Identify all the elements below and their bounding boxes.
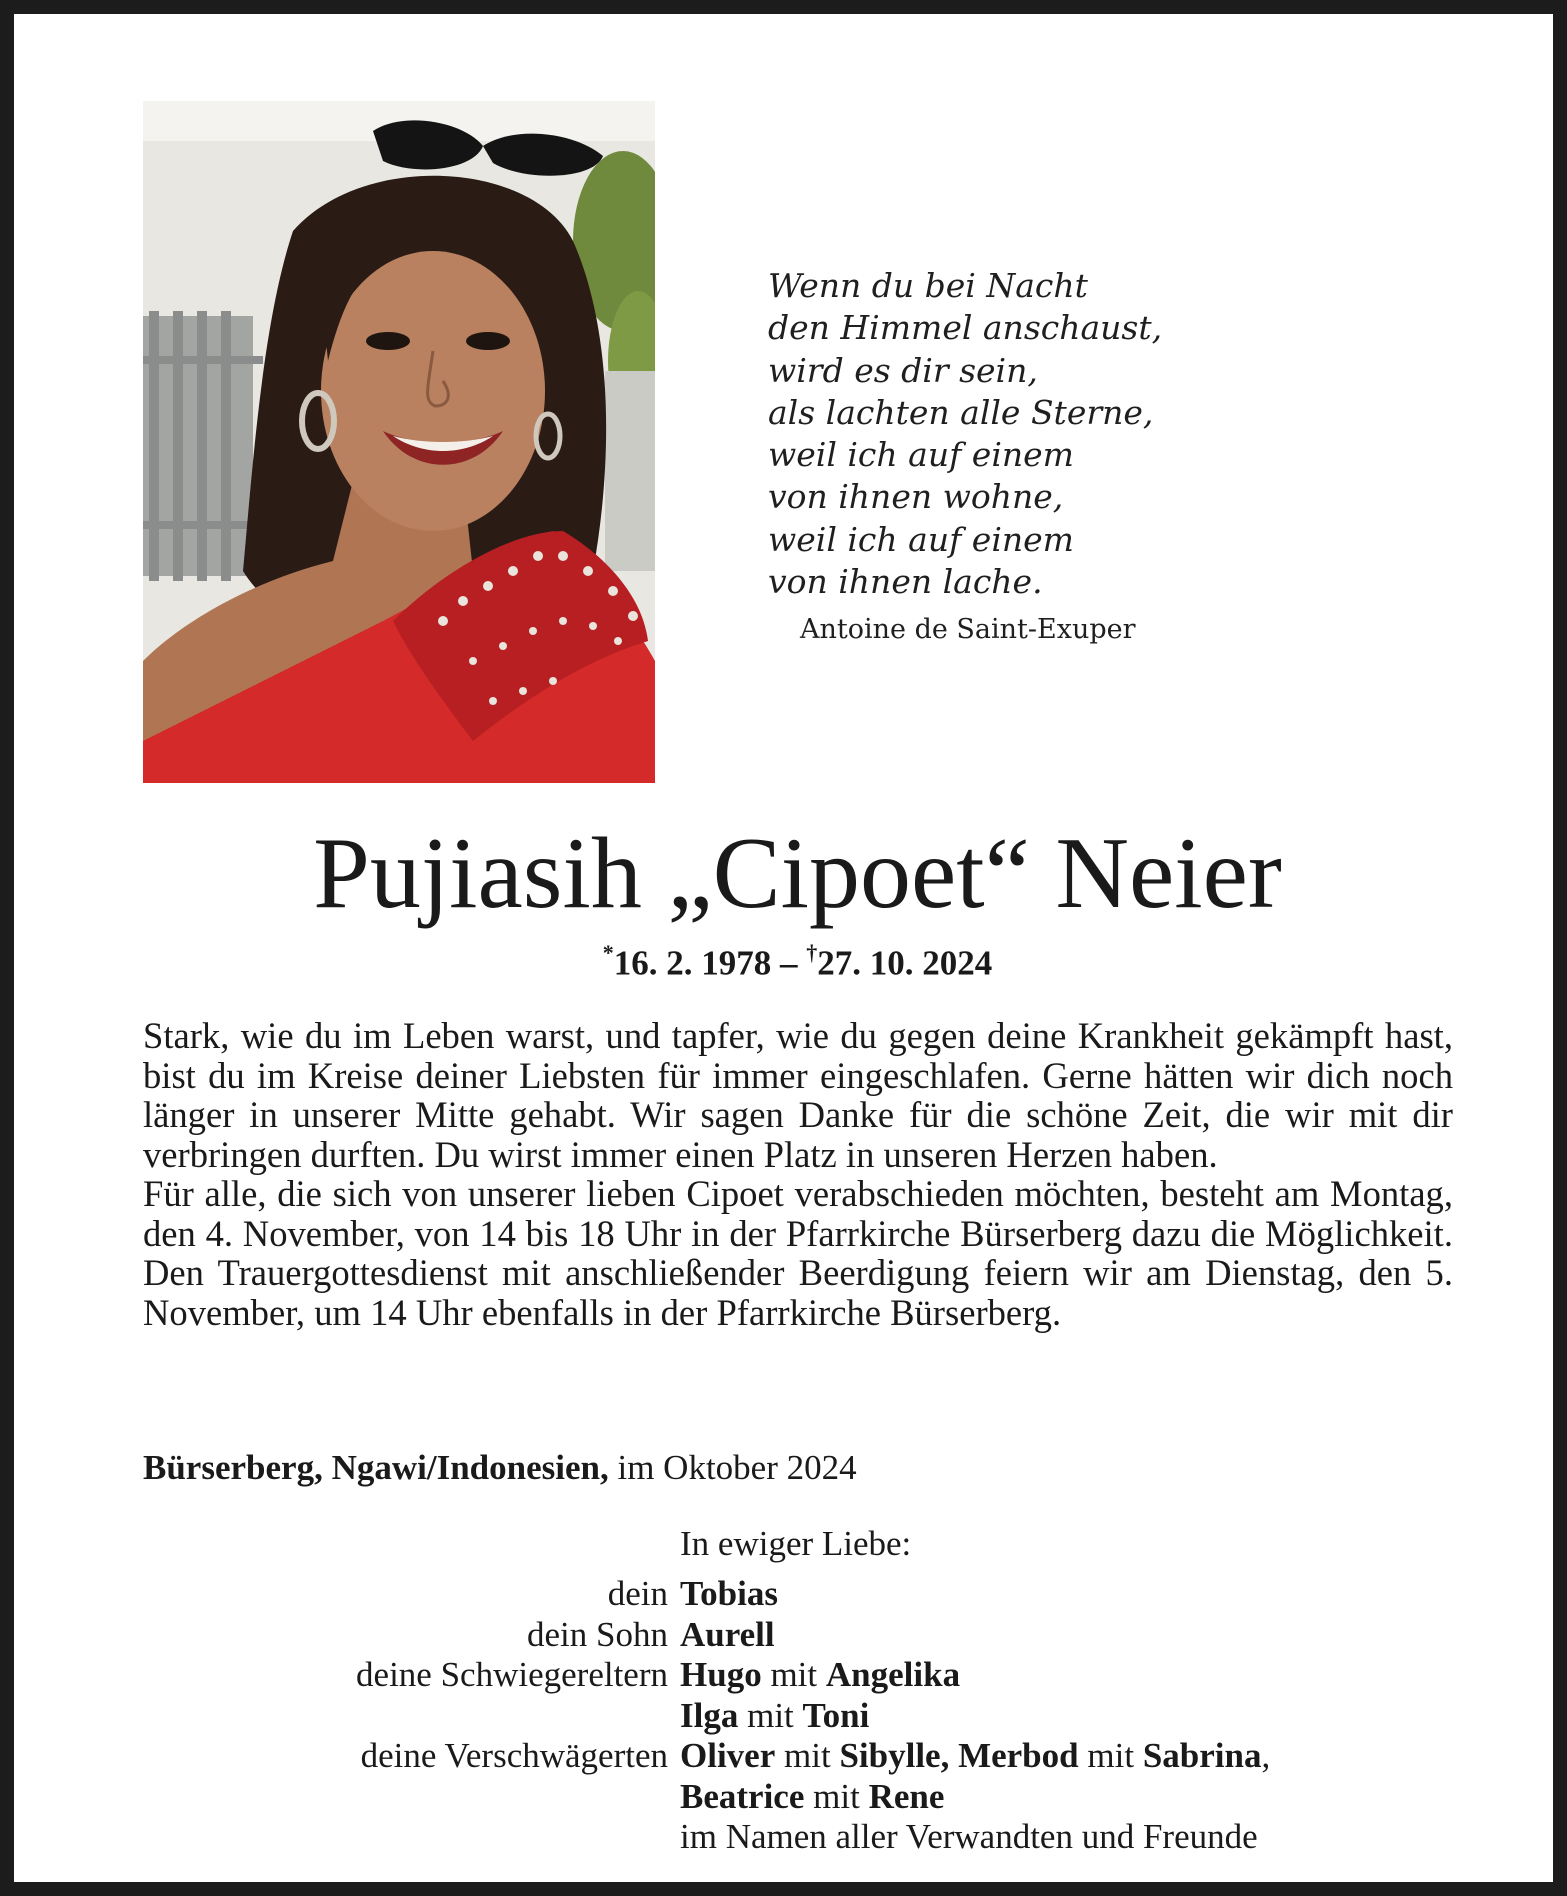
text-paragraph: Für alle, die sich von unserer lieben Cipoet verabschieden möchten, besteht am Montag, den 4. November, von 14 bis 18 Uhr in der Pfarrkirche Bürserberg dazu die Möglichkeit. Den Trauergottesdienst mit anschließender Beerdigung feiern wir am Dienstag, den 5. November, um 14 Uhr ebenfalls in der Pfarrkirche Bürserberg. bbox=[143, 1173, 1453, 1333]
family-names bbox=[680, 1615, 775, 1655]
family-row bbox=[143, 1574, 1443, 1615]
family-relation: dein Sohn bbox=[527, 1614, 668, 1654]
family-member-name: Hugo bbox=[680, 1655, 762, 1694]
obituary-text bbox=[143, 1016, 1453, 1332]
family-member-name: Angelika bbox=[825, 1655, 961, 1694]
portrait-illustration bbox=[143, 101, 655, 783]
poem-line: den Himmel anschaust, bbox=[768, 308, 1163, 348]
poem-line: wird es dir sein, bbox=[768, 350, 1038, 390]
poem-line: weil ich auf einem bbox=[768, 519, 1074, 559]
deceased-name: Pujiasih „Cipoet“ Neier bbox=[313, 817, 1282, 930]
poem-author: Antoine de Saint-Exuper bbox=[800, 614, 1136, 645]
poem-line: von ihnen wohne, bbox=[768, 477, 1064, 517]
birth-mark: * bbox=[602, 940, 614, 965]
life-dates bbox=[14, 942, 1567, 984]
family-connector: , bbox=[1261, 1736, 1271, 1775]
poem-line: von ihnen lache. bbox=[768, 562, 1043, 602]
family-row bbox=[143, 1736, 1443, 1777]
place-locations: Bürserberg, Ngawi/Indonesien, bbox=[143, 1448, 609, 1487]
family-member-name: Rene bbox=[868, 1776, 945, 1816]
family-names bbox=[680, 1777, 944, 1817]
family-relation: deine Schwiegereltern bbox=[356, 1655, 668, 1694]
family-connector: mit bbox=[1078, 1736, 1143, 1775]
family-row bbox=[143, 1696, 1443, 1737]
family-member-name: Beatrice bbox=[680, 1776, 805, 1816]
poem-line: weil ich auf einem bbox=[768, 435, 1074, 475]
family-names bbox=[680, 1736, 1270, 1776]
family-connector: im Namen aller Verwandten und Freunde bbox=[680, 1817, 1258, 1856]
family-row bbox=[143, 1777, 1443, 1818]
portrait-photo bbox=[143, 101, 655, 783]
family-member-name: Oliver bbox=[680, 1736, 776, 1775]
poem-line: Wenn du bei Nacht bbox=[768, 266, 1088, 305]
death-date: 27. 10. 2024 bbox=[817, 943, 993, 983]
family-row bbox=[143, 1655, 1443, 1696]
family-connector: mit bbox=[775, 1736, 840, 1775]
family-member-name: Toni bbox=[802, 1695, 870, 1735]
closing-line: In ewiger Liebe: bbox=[680, 1524, 912, 1563]
date-dash: – bbox=[771, 943, 807, 983]
family-row bbox=[143, 1817, 1443, 1858]
family-member-name: Tobias bbox=[680, 1574, 778, 1613]
place-and-date bbox=[143, 1448, 857, 1488]
family-list bbox=[143, 1574, 1443, 1858]
family-connector: mit bbox=[804, 1776, 869, 1816]
family-names bbox=[680, 1817, 1258, 1857]
birth-date: 16. 2. 1978 bbox=[613, 943, 772, 983]
family-names bbox=[680, 1696, 869, 1736]
family-names bbox=[680, 1655, 960, 1695]
family-row bbox=[143, 1615, 1443, 1656]
family-member-name: Aurell bbox=[680, 1614, 775, 1654]
family-relation: deine Verschwägerten bbox=[360, 1736, 668, 1775]
place-date: im Oktober 2024 bbox=[608, 1448, 857, 1487]
poem-quote bbox=[768, 265, 1288, 603]
family-member-name: Sabrina bbox=[1142, 1736, 1262, 1775]
family-relation: dein bbox=[607, 1574, 668, 1613]
death-mark: † bbox=[806, 940, 818, 965]
family-member-name: Sibylle, Merbod bbox=[839, 1736, 1079, 1775]
family-connector: mit bbox=[738, 1695, 803, 1735]
family-names bbox=[680, 1574, 778, 1614]
text-paragraph: Stark, wie du im Leben warst, und tapfer, wie du gegen deine Krankheit gekämpft hast, bist du im Kreise deiner Liebsten für immer eingeschlafen. Gerne hätten wir dich noch länger in unserer Mitte gehabt. Wir sagen Danke für die schöne Zeit, die wir mit dir verbringen durften. Du wirst immer einen Platz in unseren Herzen haben. bbox=[143, 1015, 1453, 1175]
family-connector: mit bbox=[761, 1655, 826, 1694]
family-member-name: Ilga bbox=[680, 1695, 739, 1735]
poem-line: als lachten alle Sterne, bbox=[768, 392, 1154, 432]
